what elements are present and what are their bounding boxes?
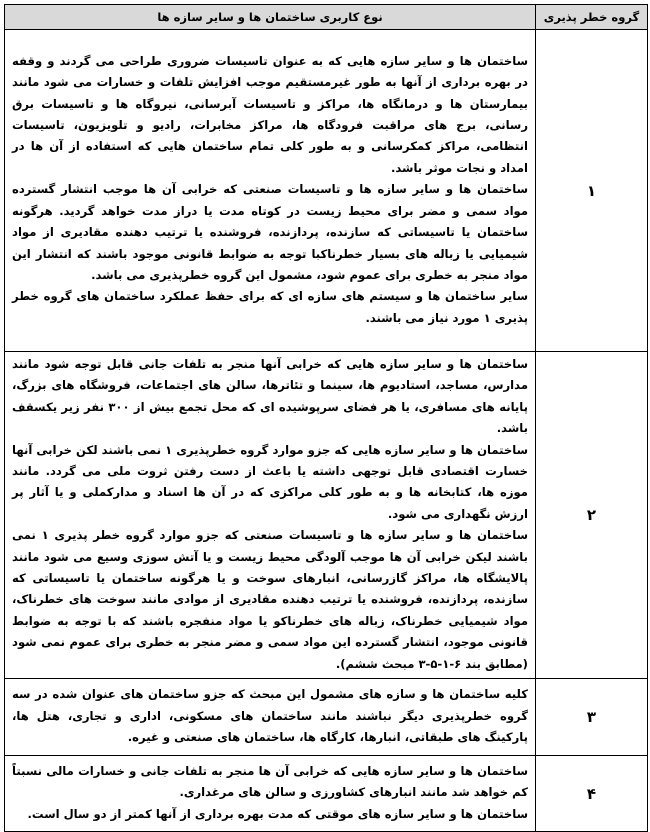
table-row xyxy=(5,756,648,832)
usage-paragraph: سایر ساختمان ها و سیستم های سازه ای که برای حفظ عملکرد ساختمان های گروه خطر پذیری ۱ مورد نیاز می باشند. xyxy=(12,289,528,325)
usage-paragraph: ساختمان ها و سایر سازه ها و تاسیسات صنعتی که خرابی آن ها موجب انتشار گسترده مواد سمی و مضر برای محیط زیست در کوتاه مدت یا دراز مدت خواهد گردید. هرگونه ساختمان یا تاسیساتی که سازنده، پردازنده، فروشنده یا ترتیب دهنده مقادیری از مواد شیمیایی یا زباله های بسیار خطرناکبا توجه به ضوابط قانونی موجود باشند که انتشار این مواد منجر به خطری برای عموم شود، مشمول این گروه خطرپذیری می باشد. xyxy=(12,182,528,282)
table-header-row xyxy=(5,5,648,30)
table-row xyxy=(5,30,648,352)
risk-group-number: ۴ xyxy=(536,756,648,832)
header-risk-group: گروه خطر پذیری xyxy=(536,5,648,30)
usage-paragraph: ساختمان ها و سایر سازه ها و تاسیسات صنعتی که جزو موارد گروه خطر پذیری ۱ نمی باشند لیکن خرابی آن ها موجب آلودگی محیط زیست و یا آتش سوزی وسیع می شود مانند پالایشگاه ها، مراکز گازرسانی، انبارهای سوخت و یا هرگونه ساختمان یا تاسیساتی که سازنده، پردازنده، فروشنده یا ترتیب دهنده مقادیری از موادی مانند سوخت های خطرناک، مواد شیمیایی خطرناک، زباله های خطرناکو یا مواد منفجره باشند که با توجه به ضوابط قانونی موجود، انتشار گسترده این مواد سمی و مضر منجر به خطری برای عموم نمی شود (مطابق بند ۶-۱-۵-۳ مبحث ششم). xyxy=(12,528,528,671)
table-row xyxy=(5,679,648,756)
header-usage-type: نوع کاربری ساختمان ها و سایر سازه ها xyxy=(5,5,536,30)
risk-group-number: ۱ xyxy=(536,30,648,352)
usage-description xyxy=(5,679,536,756)
usage-paragraph: ساختمان ها و سایر سازه های موقتی که مدت بهره برداری از آنها کمتر از دو سال است. xyxy=(27,806,528,821)
table-row xyxy=(5,352,648,679)
usage-paragraph: ساختمان ها و سایر سازه هایی که خرابی آنها منجر به تلفات جانی قابل توجه شود مانند مدارس، مساجد، استادیوم ها، سینما و تئاترها، سالن های اجتماعات، فروشگاه های بزرگ، پایانه های مسافری، یا هر فضای سرپوشیده ای که محل تجمع بیش از ۳۰۰ نفر زیر یکسقف باشد. xyxy=(12,357,528,436)
usage-paragraph: ساختمان ها و سایر سازه هایی که خرابی آن ها منجر به تلفات جانی و خسارات مالی نسبتاً کم خواهد شد مانند انبارهای کشاورزی و سالن های مرغداری. xyxy=(12,763,528,800)
risk-group-number: ۲ xyxy=(536,352,648,679)
usage-description xyxy=(5,352,536,679)
usage-paragraph: کلیه ساختمان ها و سازه های مشمول این مبحث که جزو ساختمان های عنوان شده در سه گروه خطرپذیری دیگر نباشند مانند ساختمان های مسکونی، اداری و تجاری، هتل ها، پارکینگ های طبقاتی، انبارها، کارگاه ها، ساختمان های صنعتی و غیره. xyxy=(12,687,528,745)
usage-description xyxy=(5,30,536,352)
risk-group-number: ۳ xyxy=(536,679,648,756)
usage-description xyxy=(5,756,536,832)
usage-paragraph: ساختمان ها و سایر سازه هایی که جزو موارد گروه خطرپذیری ۱ نمی باشند لکن خرابی آنها خسارت اقتصادی قابل توجهی داشته یا باعث از دست رفتن ثروت ملی می گردد. مانند موزه ها، کتابخانه ها و به طور کلی مراکزی که در آن ها اسناد و مدارکملی و یا آثار پر ارزش نگهداری می شود. xyxy=(12,442,528,521)
risk-group-table xyxy=(4,4,648,832)
usage-paragraph: ساختمان ها و سایر سازه هایی که به عنوان تاسیسات ضروری طراحی می گردند و وقفه در بهره برداری از آنها به طور غیرمستقیم موجب افزایش تلفات و خسارات می شود مانند بیمارستان ها و درمانگاه ها، مراکز و تاسیسات آبرسانی، نیروگاه ها و تاسیسات برق رسانی، برج های مراقبت فرودگاه ها، مراکز مخابرات، رادیو و تلویزیون، تاسیسات انتظامی، مراکز کمکرسانی و به طور کلی تمام ساختمان هایی که استفاده از آن ها در امداد و نجات موثر باشد. xyxy=(12,53,528,175)
